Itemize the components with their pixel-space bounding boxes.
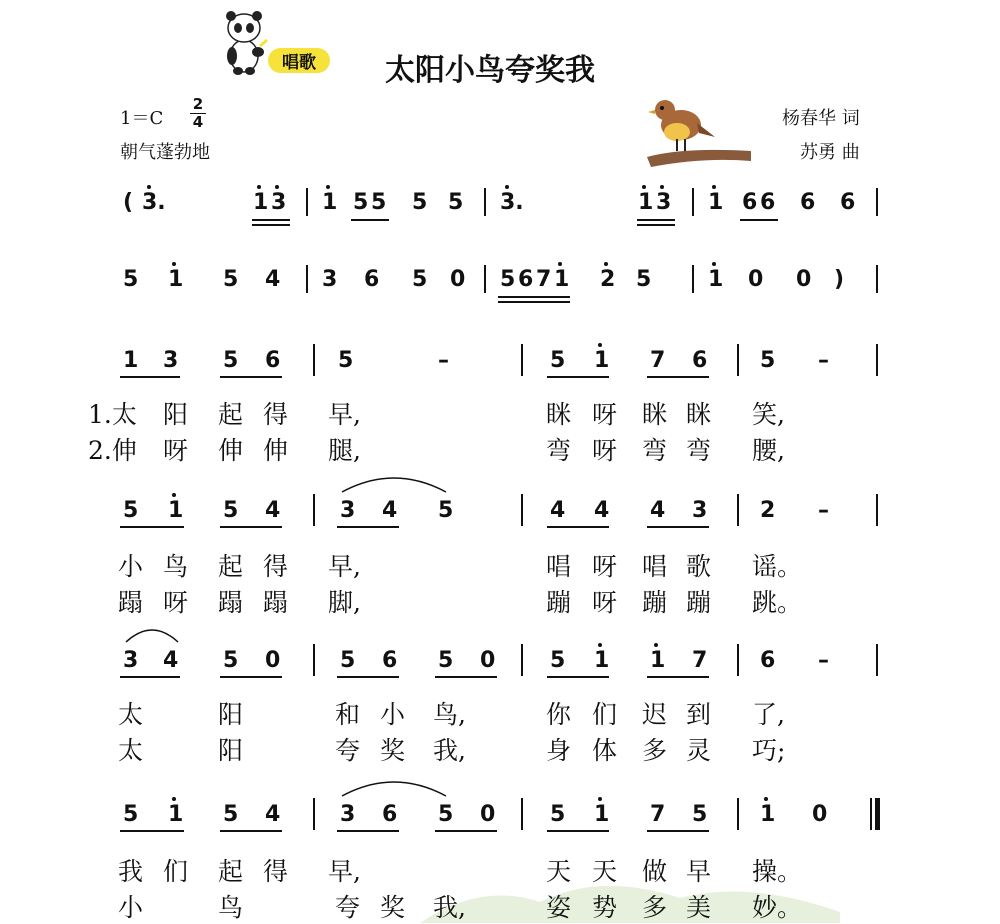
lyric: 呀 [592,588,618,617]
lyric: 奖 [380,736,406,765]
lyric: 小 [118,552,144,581]
lyric: 蹦 [686,588,712,617]
underline [547,830,609,832]
underline [637,219,675,221]
tempo-marking: 朝气蓬勃地 [120,142,210,163]
lyric: 蹦 [642,588,668,617]
lyric: 小 [118,893,144,922]
bar-line [876,644,878,676]
note: 3 [656,190,672,215]
note: 4 [265,498,281,523]
note: 6 [364,267,380,292]
high-dot [172,797,176,801]
lyric: 早, [328,400,361,429]
lyric: 伸 [218,436,244,465]
note: 6 [800,190,816,215]
note: 7 [650,348,666,373]
lyric: 伸 [263,436,289,465]
underline [435,676,497,678]
note: 2 [600,267,616,292]
lyric: 小 [380,700,406,729]
lyric: 呀 [163,588,189,617]
note: 6 [692,348,708,373]
lyric: 奖 [380,893,406,922]
high-dot [598,643,602,647]
lyric: 唱 [642,552,668,581]
bar-line [306,188,308,216]
time-top: 2 [192,95,204,113]
lyric: 鸟 [163,552,189,581]
lyric: 得 [263,400,289,429]
high-dot [275,185,279,189]
lyric: 脚, [328,588,361,617]
song-title: 太阳小鸟夸奖我 [385,53,595,88]
lyric: 夸 [335,736,361,765]
note: 4 [265,802,281,827]
lyric: 早, [328,552,361,581]
high-dot [326,185,330,189]
note: 4 [163,648,179,673]
underline [337,830,399,832]
note: 0 [480,648,496,673]
note: 6 [840,190,856,215]
note: 1 [123,348,139,373]
note: 4 [265,267,281,292]
lyric: 1.太 [88,400,137,429]
note: 7 [536,267,552,292]
note: 5 [412,190,428,215]
note: 1 [708,267,724,292]
note: 5 [438,498,454,523]
underline [252,219,290,221]
note: 3. [142,190,166,215]
note: 5 [500,267,516,292]
lyric: 体 [592,736,618,765]
lyric: 蹦 [546,588,572,617]
lyric: 们 [163,857,189,886]
panda-icon [220,8,272,78]
bar-line [692,265,694,293]
underline [252,224,290,226]
bar-line [313,344,315,376]
bar-line [306,265,308,293]
note: 1 [638,190,654,215]
note: 1 [168,267,184,292]
lyric: 弯 [642,436,668,465]
note: 3 [692,498,708,523]
bar-line [313,644,315,676]
lyric: 笑, [752,400,785,429]
bar-line [692,188,694,216]
lyric: 操。 [752,857,803,886]
bar-line [737,494,739,526]
lyric: 起 [218,857,244,886]
lyric: 迟 [642,700,668,729]
lyric: 我, [433,736,466,765]
note: 0 [480,802,496,827]
underline [351,219,389,221]
underline [647,526,709,528]
underline [547,376,609,378]
lyric: 眯 [686,400,712,429]
lyric: 唱 [546,552,572,581]
lyric: 我, [433,893,466,922]
note: 5 [636,267,652,292]
lyric: 呀 [163,436,189,465]
lyric: 太 [118,700,144,729]
note: 0 [748,267,764,292]
lyric: 早 [686,857,712,886]
high-dot [764,797,768,801]
note: 1 [594,348,610,373]
note: 1 [708,190,724,215]
note: 0 [812,802,828,827]
bar-line [737,798,739,830]
note: 5 [412,267,428,292]
bar-line [313,798,315,830]
time-bottom: 4 [192,113,204,131]
note: 3 [322,267,338,292]
lyric: 蹋 [118,588,144,617]
lyric: 蹋 [218,588,244,617]
underline [120,526,184,528]
lyric: 谣。 [752,552,803,581]
note: 6 [265,348,281,373]
close-paren: ) [834,267,845,292]
high-dot [712,185,716,189]
note: 0 [265,648,281,673]
bar-line [484,188,486,216]
note: 5 [550,802,566,827]
lyric: 眯 [642,400,668,429]
underline [337,526,399,528]
note: – [818,498,829,523]
note: 3 [340,498,356,523]
high-dot [257,185,261,189]
lyric: 呀 [592,436,618,465]
bar-line [876,265,878,293]
lyric: 妙。 [752,893,803,922]
lyric: 巧; [752,736,786,765]
lyric: 我 [118,857,144,886]
lyric: 美 [686,893,712,922]
high-dot [172,493,176,497]
lyric: 们 [592,700,618,729]
note: 1 [322,190,338,215]
lyric: 多 [642,736,668,765]
note: 5 [760,348,776,373]
composer-credit: 苏勇 曲 [800,142,860,163]
lyric: 太 [118,736,144,765]
lyric: 和 [335,700,361,729]
note: – [818,348,829,373]
underline [637,224,675,226]
high-dot [505,185,509,189]
note: 5 [550,348,566,373]
lyric: 跳。 [752,588,803,617]
note: – [438,348,449,373]
lyric: 呀 [592,400,618,429]
note: 6 [382,648,398,673]
note: 5 [438,802,454,827]
underline [120,676,180,678]
lyric: 阳 [163,400,189,429]
bird-icon [643,95,755,175]
lyric: 腿, [328,436,361,465]
bar-line [737,644,739,676]
note: 5 [223,348,239,373]
lyric: 身 [546,736,572,765]
high-dot [147,185,151,189]
underline [120,376,180,378]
underline [547,526,609,528]
lyric: 腰, [752,436,785,465]
lyric: 早, [328,857,361,886]
lyric: 起 [218,552,244,581]
underline [120,830,184,832]
lyric: 呀 [592,552,618,581]
note: 1 [253,190,269,215]
tie-arc [340,470,448,494]
underline [647,830,709,832]
note: 5 [223,802,239,827]
note: 7 [650,802,666,827]
note: 6 [518,267,534,292]
high-dot [598,797,602,801]
lyric: 鸟, [433,700,466,729]
note: 5 [550,648,566,673]
lyric: 姿 [546,893,572,922]
note: 1 [168,802,184,827]
bar-line [521,494,523,526]
lyric: 灵 [686,736,712,765]
lyric: 了, [752,700,785,729]
high-dot [172,262,176,266]
final-bar-thin [870,798,872,830]
bar-line [876,494,878,526]
high-dot [712,262,716,266]
high-dot [558,262,562,266]
note: 3 [123,648,139,673]
note: 5 [371,190,387,215]
lyric: 阳 [218,700,244,729]
note: 5 [123,498,139,523]
lyric: 歌 [686,552,712,581]
note: 1 [650,648,666,673]
open-paren: ( [123,190,134,215]
note: 1 [554,267,570,292]
lyric: 做 [642,857,668,886]
underline [547,676,609,678]
note: 1 [760,802,776,827]
tie-arc [124,624,180,644]
bar-line [484,265,486,293]
underline [435,830,497,832]
note: 4 [550,498,566,523]
lyric: 弯 [686,436,712,465]
lyric: 天 [592,857,618,886]
lyricist-credit: 杨春华 词 [782,108,860,129]
tie-arc [340,774,448,798]
lyric: 得 [263,552,289,581]
note: 5 [448,190,464,215]
lyric: 眯 [546,400,572,429]
underline [220,676,282,678]
bar-line [876,344,878,376]
note: 1 [594,802,610,827]
high-dot [604,262,608,266]
lyric: 2.伸 [88,436,137,465]
note: 7 [692,648,708,673]
note: 6 [760,648,776,673]
note: 5 [692,802,708,827]
lyric: 到 [686,700,712,729]
note: – [818,648,829,673]
lyric: 夸 [335,893,361,922]
bar-line [313,494,315,526]
high-dot [598,343,602,347]
underline [337,676,399,678]
note: 5 [223,267,239,292]
lyric: 弯 [546,436,572,465]
note: 0 [450,267,466,292]
bar-line [521,344,523,376]
note: 1 [594,648,610,673]
song-badge: 唱歌 [268,48,330,73]
underline [220,376,282,378]
note: 3 [340,802,356,827]
underline [647,676,709,678]
underline [220,830,282,832]
high-dot [642,185,646,189]
note: 6 [382,802,398,827]
note: 5 [340,648,356,673]
lyric: 蹋 [263,588,289,617]
underline [647,376,709,378]
note: 1 [168,498,184,523]
note: 3 [163,348,179,373]
lyric: 天 [546,857,572,886]
high-dot [660,185,664,189]
lyric: 阳 [218,736,244,765]
note: 6 [760,190,776,215]
lyric: 多 [642,893,668,922]
key-signature: 1＝C [120,108,164,129]
note: 0 [796,267,812,292]
note: 5 [223,498,239,523]
note: 5 [123,802,139,827]
underline [740,219,778,221]
lyric: 你 [546,700,572,729]
lyric: 得 [263,857,289,886]
note: 2 [760,498,776,523]
bar-line [737,344,739,376]
note: 4 [594,498,610,523]
lyric: 起 [218,400,244,429]
bar-line [521,798,523,830]
bar-line [876,188,878,216]
note: 5 [438,648,454,673]
note: 4 [382,498,398,523]
note: 3 [271,190,287,215]
note: 3. [500,190,524,215]
high-dot [654,643,658,647]
underline [498,296,570,298]
note: 4 [650,498,666,523]
lyric: 势 [592,893,618,922]
note: 5 [123,267,139,292]
time-signature [190,96,206,131]
underline [220,526,282,528]
final-bar-thick [875,798,880,830]
note: 5 [223,648,239,673]
note: 6 [742,190,758,215]
bar-line [521,644,523,676]
underline [498,301,570,303]
note: 5 [338,348,354,373]
note: 5 [353,190,369,215]
lyric: 鸟 [218,893,244,922]
